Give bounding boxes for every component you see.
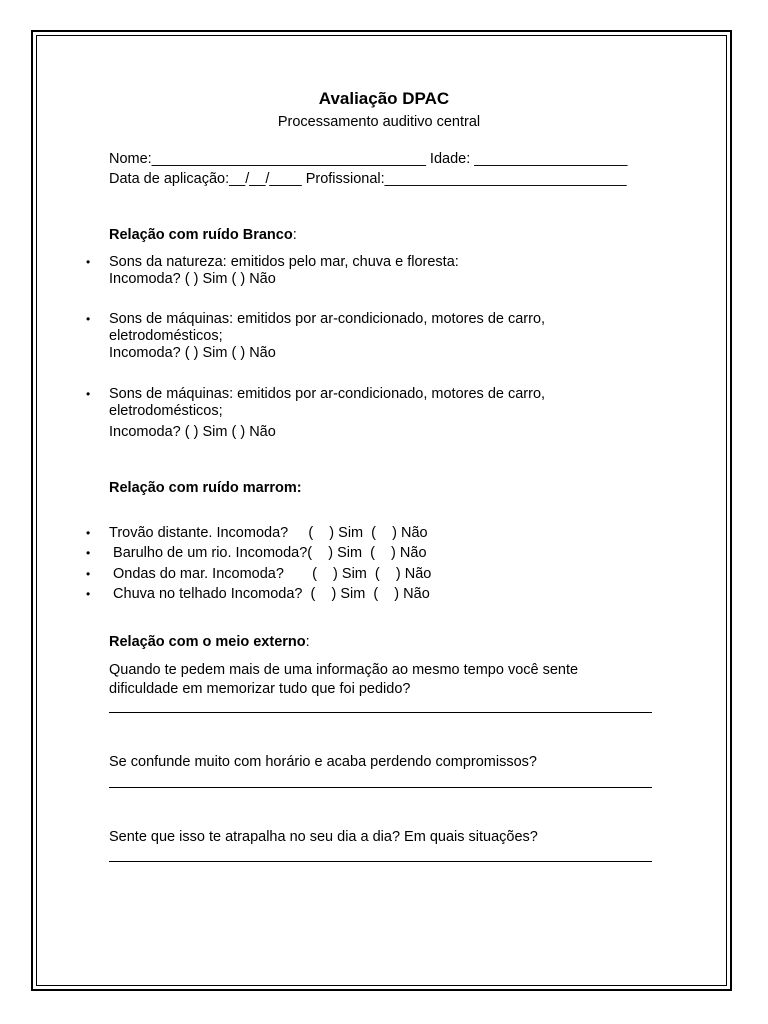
question-text: Quando te pedem mais de uma informação ao mesmo tempo você sente <box>109 662 579 678</box>
bullet-icon: • <box>86 587 91 601</box>
question-text: Se confunde muito com horário e acaba perdendo compromissos? <box>109 754 537 770</box>
form-title: Avaliação DPAC <box>318 89 450 108</box>
section-heading-externo-colon: : <box>305 634 310 650</box>
question-incomoda[interactable]: Incomoda? ( ) Sim ( ) Não <box>109 345 276 361</box>
answer-line[interactable] <box>109 712 652 713</box>
list-item-text: Sons de máquinas: emitidos por ar-condicionado, motores de carro, <box>109 386 546 402</box>
section-heading-marrom: Relação com ruído marrom: <box>109 480 302 496</box>
bullet-icon: • <box>86 567 91 581</box>
bullet-icon: • <box>86 255 91 269</box>
list-item-question[interactable]: Chuva no telhado Incomoda? ( ) Sim ( ) Não <box>109 586 430 602</box>
list-item-question[interactable]: Barulho de um rio. Incomoda?( ) Sim ( ) Não <box>109 545 427 561</box>
question-incomoda[interactable]: Incomoda? ( ) Sim ( ) Não <box>109 424 276 440</box>
question-incomoda[interactable]: Incomoda? ( ) Sim ( ) Não <box>109 271 276 287</box>
bullet-icon: • <box>86 526 91 540</box>
list-item-question[interactable]: Ondas do mar. Incomoda? ( ) Sim ( ) Não <box>109 566 432 582</box>
bullet-icon: • <box>86 387 91 401</box>
list-item-text: eletrodomésticos; <box>109 403 223 419</box>
answer-line[interactable] <box>109 787 652 788</box>
list-item-text: eletrodomésticos; <box>109 328 223 344</box>
bullet-icon: • <box>86 312 91 326</box>
section-heading-externo <box>109 634 310 651</box>
section-heading-branco-colon: : <box>292 227 297 243</box>
answer-line[interactable] <box>109 861 652 862</box>
list-item-text: Sons de máquinas: emitidos por ar-condicionado, motores de carro, <box>109 311 546 327</box>
list-item-question[interactable]: Trovão distante. Incomoda? ( ) Sim ( ) Não <box>109 525 428 541</box>
name-age-field[interactable]: Nome:__________________________________ Idade: ___________________ <box>109 151 628 167</box>
date-professional-field[interactable]: Data de aplicação:__/__/____ Profissional:______________________________ <box>109 171 627 187</box>
question-text: dificuldade em memorizar tudo que foi pedido? <box>109 681 411 697</box>
question-text: Sente que isso te atrapalha no seu dia a dia? Em quais situações? <box>109 829 538 845</box>
form-subtitle: Processamento auditivo central <box>277 114 481 130</box>
bullet-icon: • <box>86 546 91 560</box>
section-heading-branco-text: Relação com ruído Branco <box>109 227 293 243</box>
list-item-text: Sons da natureza: emitidos pelo mar, chuva e floresta: <box>109 254 459 270</box>
section-heading-branco <box>109 227 297 244</box>
section-heading-externo-text: Relação com o meio externo <box>109 634 306 650</box>
